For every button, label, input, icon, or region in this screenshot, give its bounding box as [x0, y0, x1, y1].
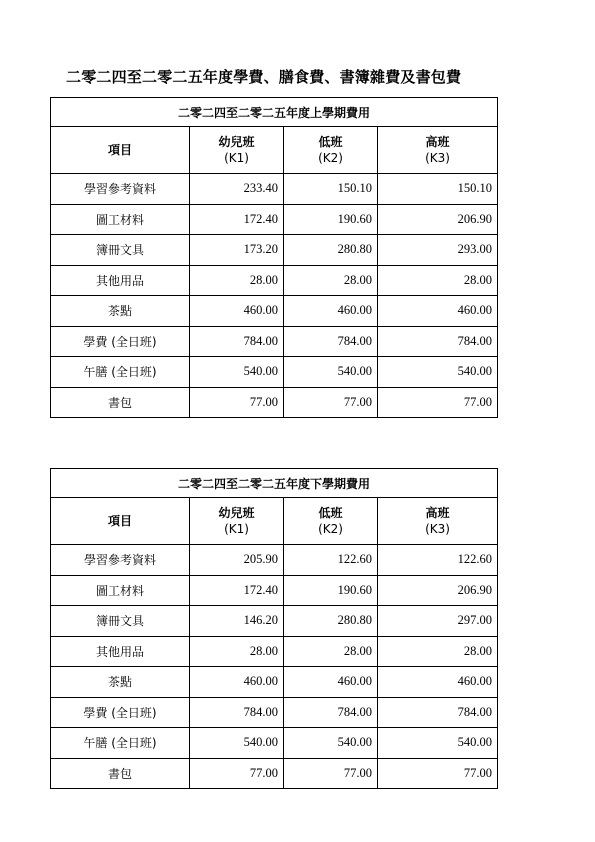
table-row	[51, 606, 498, 637]
k3-fee: 460.00	[378, 667, 498, 698]
table-row	[51, 545, 498, 576]
k2-fee: 190.60	[284, 575, 378, 606]
k3-fee: 206.90	[378, 204, 498, 235]
table-row	[51, 636, 498, 667]
column-header-item: 項目	[51, 127, 190, 174]
table-caption: 二零二四至二零二五年度上學期費用	[51, 98, 498, 127]
row-item-label: 圖工材料	[51, 575, 190, 606]
k1-fee: 540.00	[190, 728, 284, 759]
k3-fee: 293.00	[378, 235, 498, 266]
column-header-k1	[190, 498, 284, 545]
first-term-fee-table	[50, 97, 498, 418]
table-row	[51, 387, 498, 418]
column-header-k1-name: 幼兒班	[218, 506, 255, 520]
k2-fee: 28.00	[284, 265, 378, 296]
table-row	[51, 204, 498, 235]
k3-fee: 122.60	[378, 545, 498, 576]
k2-fee: 784.00	[284, 697, 378, 728]
column-header-k2	[284, 498, 378, 545]
row-item-label: 學習參考資料	[51, 174, 190, 205]
column-header-k3-name: 高班	[425, 506, 450, 520]
table-row	[51, 728, 498, 759]
column-header-k1	[190, 127, 284, 174]
column-header-k3	[378, 127, 498, 174]
k1-fee: 205.90	[190, 545, 284, 576]
column-header-k2-code: (K2)	[318, 522, 343, 536]
k2-fee: 190.60	[284, 204, 378, 235]
row-item-label: 學費 (全日班)	[51, 697, 190, 728]
column-header-k3-name: 高班	[425, 135, 450, 149]
row-item-label: 午膳 (全日班)	[51, 357, 190, 388]
document-title: 二零二四至二零二五年度學費、膳食費、書簿雜費及書包費	[66, 68, 462, 86]
column-header-k1-code: (K1)	[224, 522, 249, 536]
row-item-label: 簿冊文具	[51, 606, 190, 637]
k1-fee: 173.20	[190, 235, 284, 266]
table-row	[51, 575, 498, 606]
column-header-k1-code: (K1)	[224, 151, 249, 165]
column-header-k2-name: 低班	[318, 506, 343, 520]
k2-fee: 540.00	[284, 357, 378, 388]
k1-fee: 77.00	[190, 387, 284, 418]
k3-fee: 784.00	[378, 697, 498, 728]
k3-fee: 77.00	[378, 758, 498, 789]
k3-fee: 150.10	[378, 174, 498, 205]
table-row	[51, 265, 498, 296]
row-item-label: 學費 (全日班)	[51, 326, 190, 357]
k2-fee: 460.00	[284, 667, 378, 698]
column-header-k1-name: 幼兒班	[218, 135, 255, 149]
column-header-k3	[378, 498, 498, 545]
k3-fee: 77.00	[378, 387, 498, 418]
row-item-label: 書包	[51, 387, 190, 418]
second-term-fee-table	[50, 468, 498, 789]
row-item-label: 學習參考資料	[51, 545, 190, 576]
k2-fee: 122.60	[284, 545, 378, 576]
table-row	[51, 357, 498, 388]
column-header-k2	[284, 127, 378, 174]
k1-fee: 784.00	[190, 326, 284, 357]
k2-fee: 28.00	[284, 636, 378, 667]
k2-fee: 150.10	[284, 174, 378, 205]
k2-fee: 77.00	[284, 387, 378, 418]
k3-fee: 540.00	[378, 357, 498, 388]
k3-fee: 206.90	[378, 575, 498, 606]
table-row	[51, 667, 498, 698]
k2-fee: 540.00	[284, 728, 378, 759]
k1-fee: 233.40	[190, 174, 284, 205]
column-header-k2-name: 低班	[318, 135, 343, 149]
k2-fee: 280.80	[284, 235, 378, 266]
k3-fee: 297.00	[378, 606, 498, 637]
k1-fee: 28.00	[190, 265, 284, 296]
k1-fee: 77.00	[190, 758, 284, 789]
row-item-label: 其他用品	[51, 636, 190, 667]
table-caption: 二零二四至二零二五年度下學期費用	[51, 469, 498, 498]
k2-fee: 460.00	[284, 296, 378, 327]
k1-fee: 146.20	[190, 606, 284, 637]
k1-fee: 172.40	[190, 575, 284, 606]
table-row	[51, 296, 498, 327]
row-item-label: 圖工材料	[51, 204, 190, 235]
row-item-label: 簿冊文具	[51, 235, 190, 266]
row-item-label: 其他用品	[51, 265, 190, 296]
table-row	[51, 235, 498, 266]
table-row	[51, 758, 498, 789]
column-header-k2-code: (K2)	[318, 151, 343, 165]
k1-fee: 172.40	[190, 204, 284, 235]
column-header-item: 項目	[51, 498, 190, 545]
k2-fee: 784.00	[284, 326, 378, 357]
k2-fee: 280.80	[284, 606, 378, 637]
k2-fee: 77.00	[284, 758, 378, 789]
k3-fee: 784.00	[378, 326, 498, 357]
column-header-k3-code: (K3)	[425, 522, 450, 536]
k3-fee: 460.00	[378, 296, 498, 327]
row-item-label: 午膳 (全日班)	[51, 728, 190, 759]
row-item-label: 書包	[51, 758, 190, 789]
k3-fee: 28.00	[378, 265, 498, 296]
k1-fee: 460.00	[190, 296, 284, 327]
k3-fee: 28.00	[378, 636, 498, 667]
k1-fee: 784.00	[190, 697, 284, 728]
row-item-label: 茶點	[51, 296, 190, 327]
column-header-k3-code: (K3)	[425, 151, 450, 165]
table-row	[51, 697, 498, 728]
row-item-label: 茶點	[51, 667, 190, 698]
k1-fee: 540.00	[190, 357, 284, 388]
k1-fee: 28.00	[190, 636, 284, 667]
table-row	[51, 174, 498, 205]
k3-fee: 540.00	[378, 728, 498, 759]
k1-fee: 460.00	[190, 667, 284, 698]
table-row	[51, 326, 498, 357]
